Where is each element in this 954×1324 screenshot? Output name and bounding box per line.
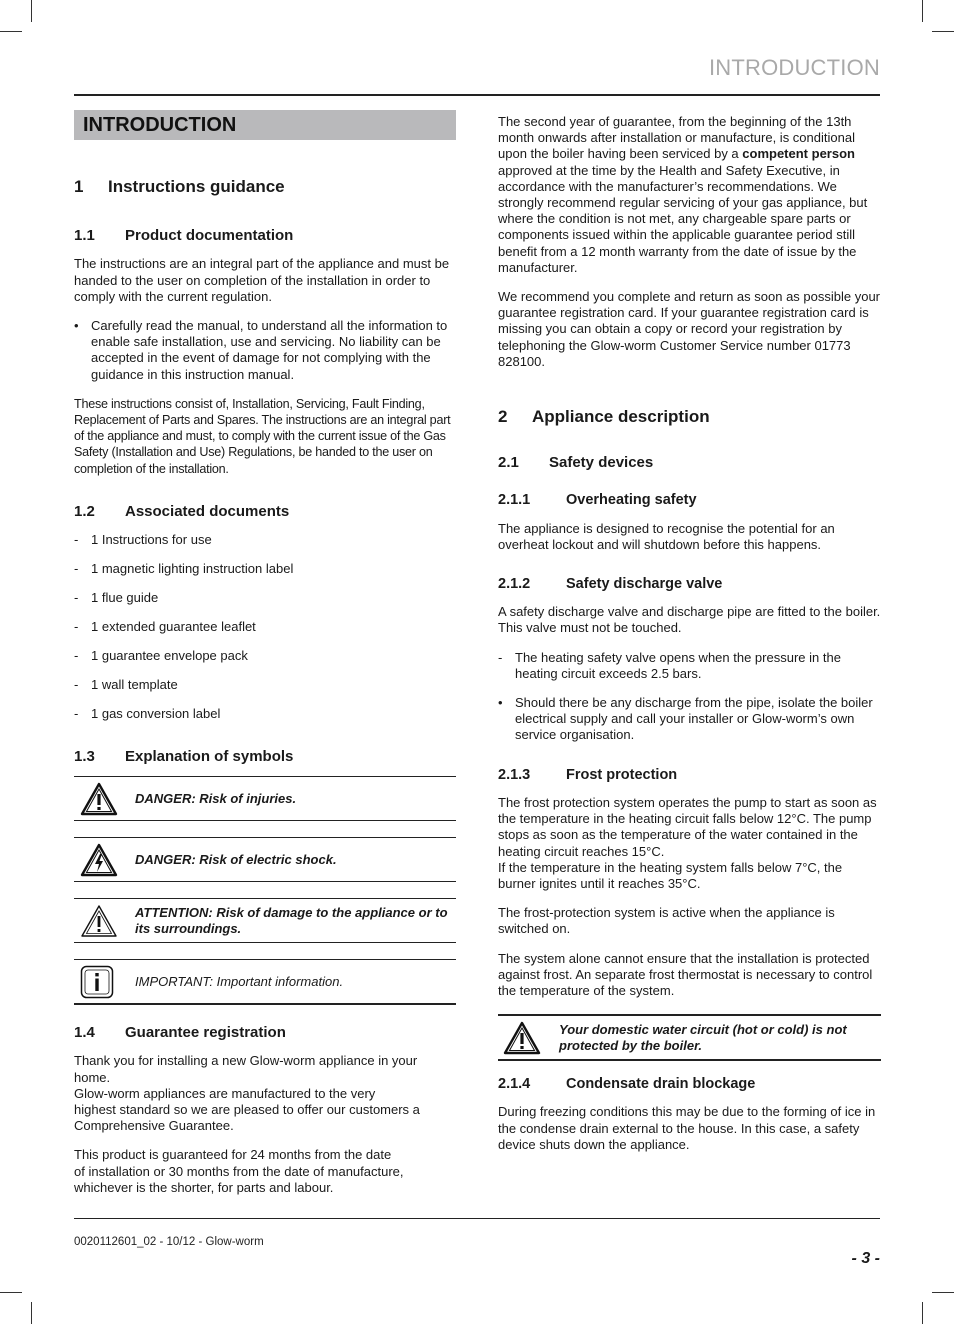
symbol-description: DANGER: Risk of injuries. (135, 790, 297, 806)
footer-rule (74, 1218, 880, 1219)
symbol-row-danger (74, 776, 456, 821)
subsection-number: 1.4 (74, 1024, 95, 1042)
list-item-text: 1 flue guide (91, 590, 159, 606)
document-code: 0020112601_02 - 10/12 - Glow-worm (74, 1236, 264, 1248)
list-item (74, 619, 456, 648)
subsubsection-title: Safety discharge valve (566, 576, 723, 593)
bullet-marker: • (74, 318, 79, 334)
section-number: 1 (74, 177, 84, 196)
text-line: Thank you for installing a new Glow-worm appliance in your home. (74, 1053, 418, 1085)
danger-triangle-icon (74, 782, 135, 816)
subsection-number: 2.1 (498, 454, 519, 472)
text-line: highest standard so we are pleased to offer our customers a Comprehensive Guarantee. (74, 1102, 420, 1134)
list-item-text: 1 guarantee envelope pack (91, 648, 248, 664)
subsection-heading (498, 455, 881, 471)
subsection-heading (74, 228, 456, 244)
text-run: approved at the time by the Health and Safety Executive, in accordance with the manufacturer’s recommendations. We strongly recommend regular servicing of your gas appliance, but where the condition is not met, any chargeable spare parts or components issued within the applicable guarantee period still benefit from a 12 month warranty from the date of issue by the manufacturer. (498, 162, 868, 275)
subsection-heading (74, 749, 456, 765)
bullet-marker: • (498, 695, 503, 711)
paragraph: The frost-protection system is active when the appliance is switched on. (498, 905, 835, 937)
paragraph (74, 1147, 456, 1196)
list-item (74, 706, 456, 724)
subsubsection-heading (498, 1076, 881, 1092)
symbol-description: ATTENTION: Risk of damage to the appliance or to its surroundings. (135, 904, 448, 936)
symbol-description: DANGER: Risk of electric shock. (135, 851, 337, 867)
bullet-item (74, 318, 456, 383)
crop-mark (0, 31, 22, 32)
symbol-row-information (74, 959, 456, 1005)
list-item-text: 1 extended guarantee leaflet (91, 619, 256, 635)
text-line: of installation or 30 months from the date of manufacture, whichever is the shorter, for parts and labour. (74, 1163, 404, 1195)
symbol-row-electric (74, 837, 456, 882)
page-number: - 3 - (851, 1250, 880, 1267)
warning-text: Your domestic water circuit (hot or cold) is not protected by the boiler. (559, 1021, 847, 1053)
crop-mark (31, 1302, 32, 1324)
subsection-title: Associated documents (125, 502, 290, 520)
documents-list (74, 532, 456, 724)
electric-shock-triangle-icon (74, 843, 135, 877)
list-item-text: 1 wall template (91, 677, 178, 693)
subsubsection-number: 2.1.1 (498, 492, 531, 509)
crop-mark (932, 31, 954, 32)
paragraph: A safety discharge valve and discharge pipe are fitted to the boiler. This valve must not be touched. (498, 604, 881, 636)
list-item (74, 590, 456, 619)
list-item-text: 1 magnetic lighting instruction label (91, 561, 294, 577)
subsection-heading (74, 1025, 456, 1041)
subsection-title: Guarantee registration (125, 1024, 286, 1042)
subsection-number: 1.1 (74, 227, 95, 245)
dash-text: The heating safety valve opens when the pressure in the heating circuit exceeds 2.5 bars. (515, 649, 841, 681)
dash-marker: - (74, 677, 79, 693)
subsubsection-heading (498, 576, 881, 592)
subsection-heading (74, 504, 456, 520)
dash-marker: - (74, 532, 79, 548)
section-title: Appliance description (532, 407, 710, 427)
crop-mark (0, 1292, 22, 1293)
subsection-title: Safety devices (549, 454, 654, 472)
list-item (74, 677, 456, 706)
subsubsection-heading (498, 767, 881, 783)
paragraph (74, 1053, 456, 1134)
section-number: 2 (498, 407, 508, 427)
dash-marker: - (74, 648, 79, 664)
symbol-row-attention (74, 898, 456, 943)
danger-triangle-icon (498, 1021, 559, 1055)
subsection-number: 1.3 (74, 748, 95, 766)
crop-mark (922, 1302, 923, 1324)
text-line: This product is guaranteed for 24 months from the date (74, 1147, 392, 1163)
information-icon (74, 965, 135, 999)
subsubsection-title: Condensate drain blockage (566, 1076, 756, 1093)
subsubsection-title: Frost protection (566, 766, 678, 783)
subsubsection-heading (498, 492, 881, 508)
left-column (74, 110, 456, 1196)
dash-marker: - (74, 561, 79, 577)
running-header: INTRODUCTION (708, 55, 880, 80)
bullet-text: Should there be any discharge from the pipe, isolate the boiler electrical supply and call your installer or Glow-worm’s own service organisation. (515, 695, 873, 743)
chapter-banner: INTRODUCTION (74, 110, 456, 140)
right-column (498, 114, 881, 1153)
symbols-table (74, 776, 456, 1005)
text-line: The frost protection system operates the pump to start as soon as the temperature in the heating circuit falls below 12°C. The pump stops as soon as the temperature of the water contained in the heating circuit reaches 15°C. (498, 794, 877, 859)
dash-marker: - (74, 706, 79, 722)
list-item (74, 532, 456, 561)
header-rule (74, 94, 880, 96)
subsection-title: Explanation of symbols (125, 748, 294, 766)
symbol-description: IMPORTANT: Important information. (135, 973, 344, 989)
dash-marker: - (498, 649, 503, 665)
section-title: Instructions guidance (108, 177, 285, 196)
paragraph (498, 114, 881, 276)
bullet-text: Carefully read the manual, to understand all the information to enable safe installation, use and servicing. No liability can be accepted in the event of damage for not complying with the guidance in this instruction manual. (91, 318, 448, 382)
list-item-text: 1 gas conversion label (91, 706, 221, 722)
paragraph: The system alone cannot ensure that the installation is protected against frost. An separate frost thermostat is necessary to control the temperature of the system. (498, 950, 873, 998)
text-line: If the temperature in the heating system falls below 7°C, the burner ignites until it reaches 35°C. (498, 859, 843, 891)
dash-marker: - (74, 619, 79, 635)
paragraph: The appliance is designed to recognise the potential for an overheat lockout and will shutdown before this happens. (498, 520, 835, 552)
dash-item (498, 650, 881, 682)
paragraph: These instructions consist of, Installation, Servicing, Fault Finding, Replacement of Parts and Spares. The instructions are an integral part of the appliance and must, to comply with the current issue of the Gas Safety (Installation and Use) Regulations, be handed to the user on completion of the installation. (74, 396, 451, 476)
list-item (74, 648, 456, 677)
paragraph: During freezing conditions this may be due to the forming of ice in the condense drain external to the house. In this case, a safety device shuts down the appliance. (498, 1104, 876, 1152)
crop-mark (922, 0, 923, 22)
text-line: Glow-worm appliances are manufactured to the very (74, 1085, 376, 1101)
list-item (74, 561, 456, 590)
subsubsection-number: 2.1.2 (498, 576, 531, 593)
dash-marker: - (74, 590, 79, 606)
subsubsection-number: 2.1.3 (498, 766, 531, 783)
paragraph: The instructions are an integral part of the appliance and must be handed to the user on completion of the installation in order to comply with the current regulation. (74, 256, 450, 304)
bullet-item (498, 695, 881, 744)
bold-text: competent person (742, 146, 855, 162)
warning-box (498, 1014, 881, 1061)
paragraph (498, 795, 881, 892)
subsubsection-number: 2.1.4 (498, 1076, 531, 1093)
crop-mark (31, 0, 32, 22)
text-run: The second year of guarantee, from the beginning of the 13th month onwards after installation or manufacture, is conditional upon the boiler having been serviced by a (498, 114, 855, 162)
crop-mark (932, 1292, 954, 1293)
list-item-text: 1 Instructions for use (91, 532, 212, 548)
subsection-title: Product documentation (125, 227, 294, 245)
attention-triangle-icon (74, 904, 135, 938)
section-heading (74, 179, 456, 195)
paragraph: We recommend you complete and return as soon as possible your guarantee registration card. If your guarantee registration card is missing you can obtain a copy or record your registration by telephoning the Glow-worm Customer Service number 01773 828100. (498, 289, 881, 369)
section-heading (498, 409, 881, 425)
subsubsection-title: Overheating safety (566, 492, 697, 509)
subsection-number: 1.2 (74, 502, 95, 520)
